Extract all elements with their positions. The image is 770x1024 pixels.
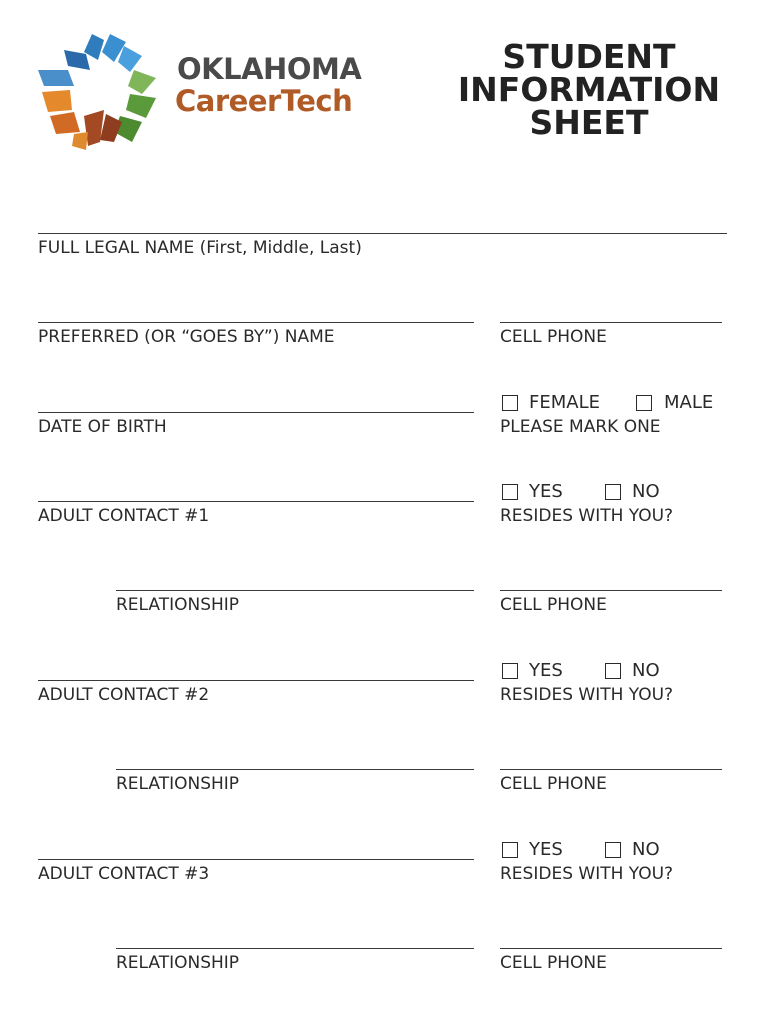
student-cell-phone-field[interactable] bbox=[500, 322, 722, 323]
no-option-label: NO bbox=[632, 839, 660, 860]
contact-3-no-checkbox[interactable] bbox=[605, 842, 621, 858]
date-of-birth-field[interactable] bbox=[38, 412, 474, 413]
adult-contact-1-field[interactable] bbox=[38, 501, 474, 502]
contact-2-yes-checkbox[interactable] bbox=[502, 663, 518, 679]
cell-phone-label: CELL PHONE bbox=[500, 595, 607, 615]
contact-1-cell-phone-field[interactable] bbox=[500, 590, 722, 591]
date-of-birth-label: DATE OF BIRTH bbox=[38, 417, 167, 437]
gender-hint: PLEASE MARK ONE bbox=[500, 417, 661, 437]
careertech-star-logo bbox=[34, 30, 164, 155]
relationship-label: RELATIONSHIP bbox=[116, 595, 240, 615]
male-option-label: MALE bbox=[664, 392, 714, 413]
relationship-label: RELATIONSHIP bbox=[116, 774, 240, 794]
contact-3-cell-phone-field[interactable] bbox=[500, 948, 722, 949]
adult-contact-2-field[interactable] bbox=[38, 680, 474, 681]
no-option-label: NO bbox=[632, 660, 660, 681]
contact-1-relationship-field[interactable] bbox=[116, 590, 474, 591]
logo-piece bbox=[128, 70, 156, 94]
logo-piece bbox=[38, 70, 74, 86]
logo-piece bbox=[100, 114, 122, 142]
logo-piece bbox=[50, 112, 80, 134]
logo-piece bbox=[42, 90, 72, 112]
contact-3-yes-checkbox[interactable] bbox=[502, 842, 518, 858]
title-line: INFORMATION bbox=[457, 70, 721, 109]
no-option-label: NO bbox=[632, 481, 660, 502]
yes-option-label: YES bbox=[529, 481, 563, 502]
title-line: SHEET bbox=[529, 103, 649, 142]
contact-3-relationship-field[interactable] bbox=[116, 948, 474, 949]
contact-1-no-checkbox[interactable] bbox=[605, 484, 621, 500]
cell-phone-label: CELL PHONE bbox=[500, 774, 607, 794]
full-name-field[interactable] bbox=[38, 233, 727, 234]
logo-piece bbox=[72, 132, 88, 150]
contact-1-yes-checkbox[interactable] bbox=[502, 484, 518, 500]
adult-contact-3-field[interactable] bbox=[38, 859, 474, 860]
relationship-label: RELATIONSHIP bbox=[116, 953, 240, 973]
contact-2-relationship-field[interactable] bbox=[116, 769, 474, 770]
logo-piece bbox=[84, 34, 104, 60]
adult-contact-2-label: ADULT CONTACT #2 bbox=[38, 685, 210, 705]
female-checkbox[interactable] bbox=[502, 395, 518, 411]
resides-with-you-label: RESIDES WITH YOU? bbox=[500, 506, 674, 526]
preferred-name-label: PREFERRED (OR “GOES BY”) NAME bbox=[38, 327, 335, 347]
yes-option-label: YES bbox=[529, 839, 563, 860]
logo-wordmark-careertech: CareerTech bbox=[175, 84, 353, 118]
adult-contact-3-label: ADULT CONTACT #3 bbox=[38, 864, 210, 884]
logo-piece bbox=[126, 94, 156, 118]
resides-with-you-label: RESIDES WITH YOU? bbox=[500, 864, 674, 884]
male-checkbox[interactable] bbox=[636, 395, 652, 411]
yes-option-label: YES bbox=[529, 660, 563, 681]
contact-2-no-checkbox[interactable] bbox=[605, 663, 621, 679]
page-title bbox=[446, 37, 732, 142]
female-option-label: FEMALE bbox=[529, 392, 600, 413]
logo-wordmark-oklahoma: OKLAHOMA bbox=[177, 52, 362, 86]
full-name-label: FULL LEGAL NAME (First, Middle, Last) bbox=[38, 238, 362, 258]
title-line: STUDENT bbox=[502, 37, 676, 76]
preferred-name-field[interactable] bbox=[38, 322, 474, 323]
adult-contact-1-label: ADULT CONTACT #1 bbox=[38, 506, 210, 526]
resides-with-you-label: RESIDES WITH YOU? bbox=[500, 685, 674, 705]
cell-phone-label: CELL PHONE bbox=[500, 953, 607, 973]
logo-piece bbox=[118, 46, 142, 72]
cell-phone-label: CELL PHONE bbox=[500, 327, 607, 347]
contact-2-cell-phone-field[interactable] bbox=[500, 769, 722, 770]
